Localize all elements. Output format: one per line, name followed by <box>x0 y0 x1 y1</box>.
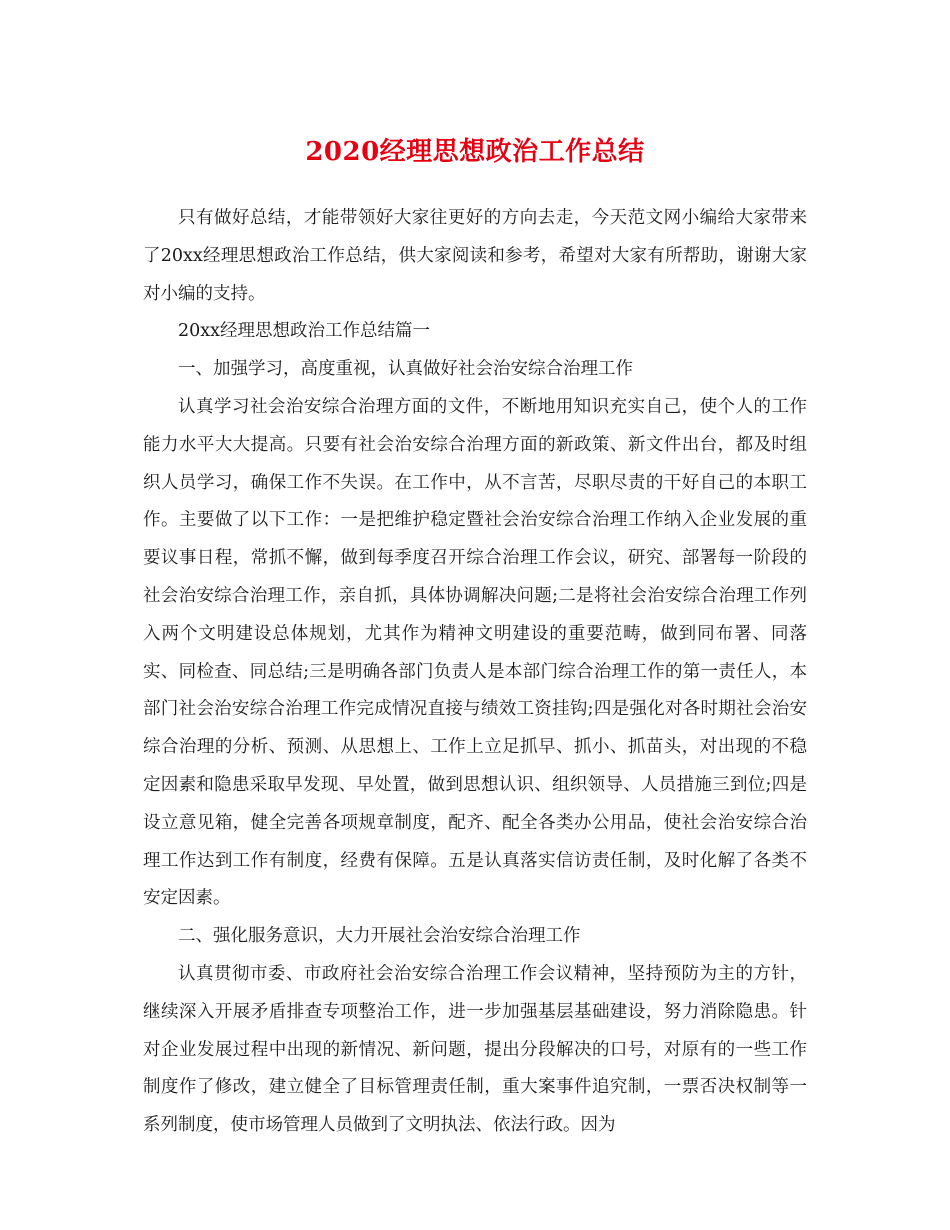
subheading-one: 一、加强学习，高度重视，认真做好社会治安综合治理工作 <box>178 359 633 380</box>
section-heading: 20xx经理思想政治工作总结篇一 <box>178 321 431 342</box>
body-paragraph: 认真学习社会治安综合治理方面的文件，不断地用知识充实自己，使个人的工作能力水平大大提高。只要有社会治安综合治理方面的新政策、新文件出台，都及时组织人员学习，确保工作不失误。在工作中，从不言苦，尽职尽责的干好自己的本职工作。主要做了以下工作：一是把维护稳定暨社会治安综合治理工作纳入企业发展的重要议事日程，常抓不懈，做到每季度召开综合治理工作会议，研究、部署每一阶段的社会治安综合治理工作，亲自抓，具体协调解决问题;二是将社会治安综合治理工作列入两个文明建设总体规划，尤其作为精神文明建设的重要范畴，做到同布署、同落实、同检查、同总结;三是明确各部门负责人是本部门综合治理工作的第一责任人，本部门社会治安综合治理工作完成情况直接与绩效工资挂钩;四是强化对各时期社会治安综合治理的分析、预测、从思想上、工作上立足抓早、抓小、抓苗头，对出现的不稳定因素和隐患采取早发现、早处置，做到思想认识、组织领导、人员措施三到位;四是设立意见箱，健全完善各项规章制度，配齐、配全各类办公用品，使社会治安综合治理工作达到工作有制度，经费有保障。五是认真落实信访责任制，及时化解了各类不安定因素。 <box>143 396 807 909</box>
subheading-two: 二、强化服务意识，大力开展社会治安综合治理工作 <box>178 926 581 947</box>
document-title: 2020经理思想政治工作总结 <box>305 137 645 167</box>
body-paragraph: 认真贯彻市委、市政府社会治安综合治理工作会议精神，坚持预防为主的方针，继续深入开展矛盾排查专项整治工作，进一步加强基层基础建设，努力消除隐患。针对企业发展过程中出现的新情况、新问题，提出分段解决的口号，对原有的一些工作制度作了修改，建立健全了目标管理责任制，重大案事件追究制，一票否决权制等一系列制度，使市场管理人员做到了文明执法、依法行政。因为 <box>143 963 807 1136</box>
document-body <box>143 200 807 1145</box>
intro-paragraph: 只有做好总结，才能带领好大家往更好的方向去走，今天范文网小编给大家带来了20xx经理思想政治工作总结，供大家阅读和参考，希望对大家有所帮助，谢谢大家对小编的支持。 <box>143 208 807 304</box>
